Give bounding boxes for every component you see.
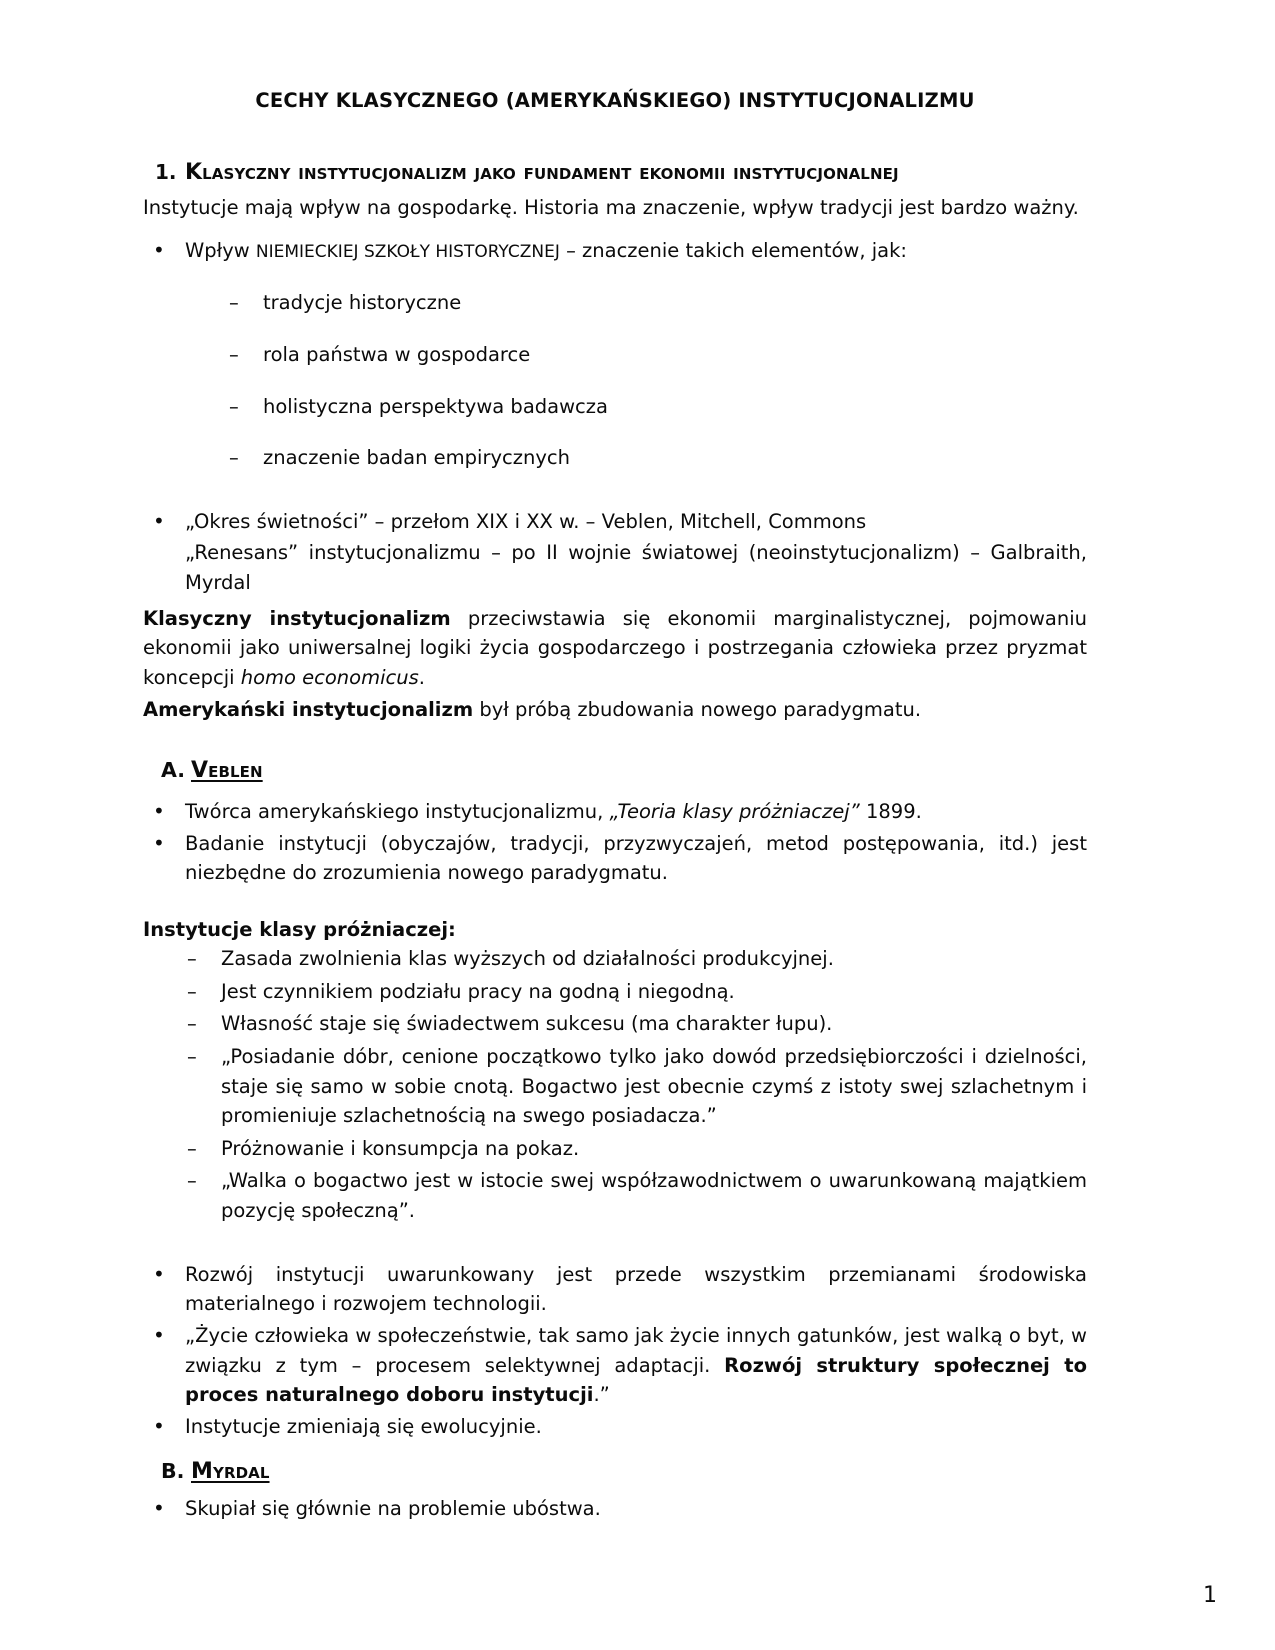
list-item: – znaczenie badan empirycznych: [185, 443, 1087, 473]
list-item: [143, 507, 1087, 598]
veblen-quote-bold: Rozwój struktury społecznej to proces naturalnego doboru instytucji: [185, 1353, 1087, 1407]
bullet-1-prefix: Wpływ: [185, 239, 256, 263]
classical-institutionalism-rest-b: .: [418, 665, 425, 689]
list-item: – holistyczna perspektywa badawcza: [185, 392, 1087, 422]
list-item: [143, 797, 1087, 827]
section-a-heading: [161, 758, 1087, 783]
bullet-2-line-2: „Renesans” instytucjonalizmu – po II wojnie światowej (neoinstytucjonalizm) – Galbraith, Myrdal: [185, 541, 1087, 595]
section-a-bullet-list: [143, 797, 1087, 888]
bullet-2-line-1: „Okres świetności” – przełom XIX i XX w. – Veblen, Mitchell, Commons: [185, 509, 867, 533]
section-1-number: 1.: [155, 160, 177, 185]
page-number: 1: [1203, 1583, 1217, 1608]
page-content: [143, 0, 1087, 1524]
veblen-subheading: Instytucje klasy próżniaczej:: [143, 918, 456, 942]
section-1-heading: [155, 159, 1087, 187]
veblen-bullet-1-title: „Teoria klasy próżniaczej”: [609, 800, 860, 824]
bullet-1-suffix: – znaczenie takich elementów, jak:: [559, 239, 907, 263]
classical-institutionalism-paragraph: [143, 604, 1087, 693]
american-institutionalism-paragraph: [143, 695, 1087, 725]
section-1-sub-list: [185, 288, 1087, 473]
veblen-final-bullet-list: [143, 1260, 1087, 1442]
list-item: – Zasada zwolnienia klas wyższych od działalności produkcyjnej.: [143, 944, 1087, 974]
list-item: • Instytucje zmieniają się ewolucyjnie.: [143, 1412, 1087, 1442]
list-item: – „Posiadanie dóbr, cenione początkowo tylko jako dowód przedsiębiorczości i dzielności, staje się samo w sobie cnotą. Bogactwo jest obecnie czymś z istoty swej szlachetnym i promieniuje szlachetnością na swego posiadacza.”: [143, 1042, 1087, 1131]
section-1-bullet-list: [143, 236, 1087, 597]
section-1-intro-paragraph: Instytucje mają wpływ na gospodarkę. Historia ma znaczenie, wpływ tradycji jest bardzo ważny.: [143, 195, 1079, 219]
bullet-1-caps: NIEMIECKIEJ SZKOŁY HISTORYCZNEJ: [255, 242, 560, 263]
classical-institutionalism-bold: Klasyczny instytucjonalizm: [143, 606, 451, 630]
list-item: • Skupiał się głównie na problemie ubóstwa.: [143, 1494, 1087, 1524]
section-b-bullet-list: [143, 1494, 1087, 1524]
veblen-bullet-1-pre: Twórca amerykańskiego instytucjonalizmu,: [185, 800, 610, 824]
section-a-letter: A.: [161, 758, 186, 783]
list-item: – Jest czynnikiem podziału pracy na godną i niegodną.: [143, 977, 1087, 1007]
homo-economicus-italic: homo economicus: [240, 665, 419, 689]
veblen-bullet-1-post: 1899.: [859, 800, 922, 824]
classical-institutionalism-rest-a: przeciwstawia się ekonomii marginalistycznej, pojmowaniu ekonomii jako uniwersalnej logiki życia gospodarczego i postrzegania człowieka przez pryzmat koncepcji: [143, 606, 1087, 689]
veblen-quote-post: .”: [593, 1383, 610, 1407]
list-item: – tradycje historyczne: [185, 288, 1087, 318]
list-item: [143, 236, 1087, 472]
veblen-quote-pre: „Życie człowieka w społeczeństwie, tak samo jak życie innych gatunków, jest walką o byt, w związku z tym – procesem selektywnej adaptacji.: [185, 1323, 1087, 1377]
veblen-sub-list: [143, 944, 1087, 1226]
section-b-letter: B.: [161, 1459, 185, 1484]
list-item: • Rozwój instytucji uwarunkowany jest przede wszystkim przemianami środowiska materialnego i rozwojem technologii.: [143, 1260, 1087, 1319]
section-b-heading: [161, 1459, 1087, 1484]
section-1-heading-text: Klasyczny instytucjonalizm jako fundament ekonomii instytucjonalnej: [185, 160, 899, 186]
list-item: [143, 1321, 1087, 1410]
american-institutionalism-bold: Amerykański instytucjonalizm: [143, 697, 474, 721]
section-a-heading-text: Veblen: [191, 758, 263, 784]
list-item: – Próżnowanie i konsumpcja na pokaz.: [143, 1134, 1087, 1164]
list-item: • Badanie instytucji (obyczajów, tradycji, przyzwyczajeń, metod postępowania, itd.) jest niezbędne do zrozumienia nowego paradygmatu.: [143, 829, 1087, 888]
list-item: – „Walka o bogactwo jest w istocie swej współzawodnictwem o uwarunkowaną majątkiem pozycję społeczną”.: [143, 1166, 1087, 1225]
section-b-heading-text: Myrdal: [191, 1459, 270, 1485]
american-institutionalism-rest: był próbą zbudowania nowego paradygmatu.: [473, 697, 922, 721]
list-item: – Własność staje się świadectwem sukcesu (ma charakter łupu).: [143, 1009, 1087, 1039]
list-item: – rola państwa w gospodarce: [185, 340, 1087, 370]
page-title: CECHY KLASYCZNEGO (AMERYKAŃSKIEGO) INSTYTUCJONALIZMU: [255, 89, 975, 112]
